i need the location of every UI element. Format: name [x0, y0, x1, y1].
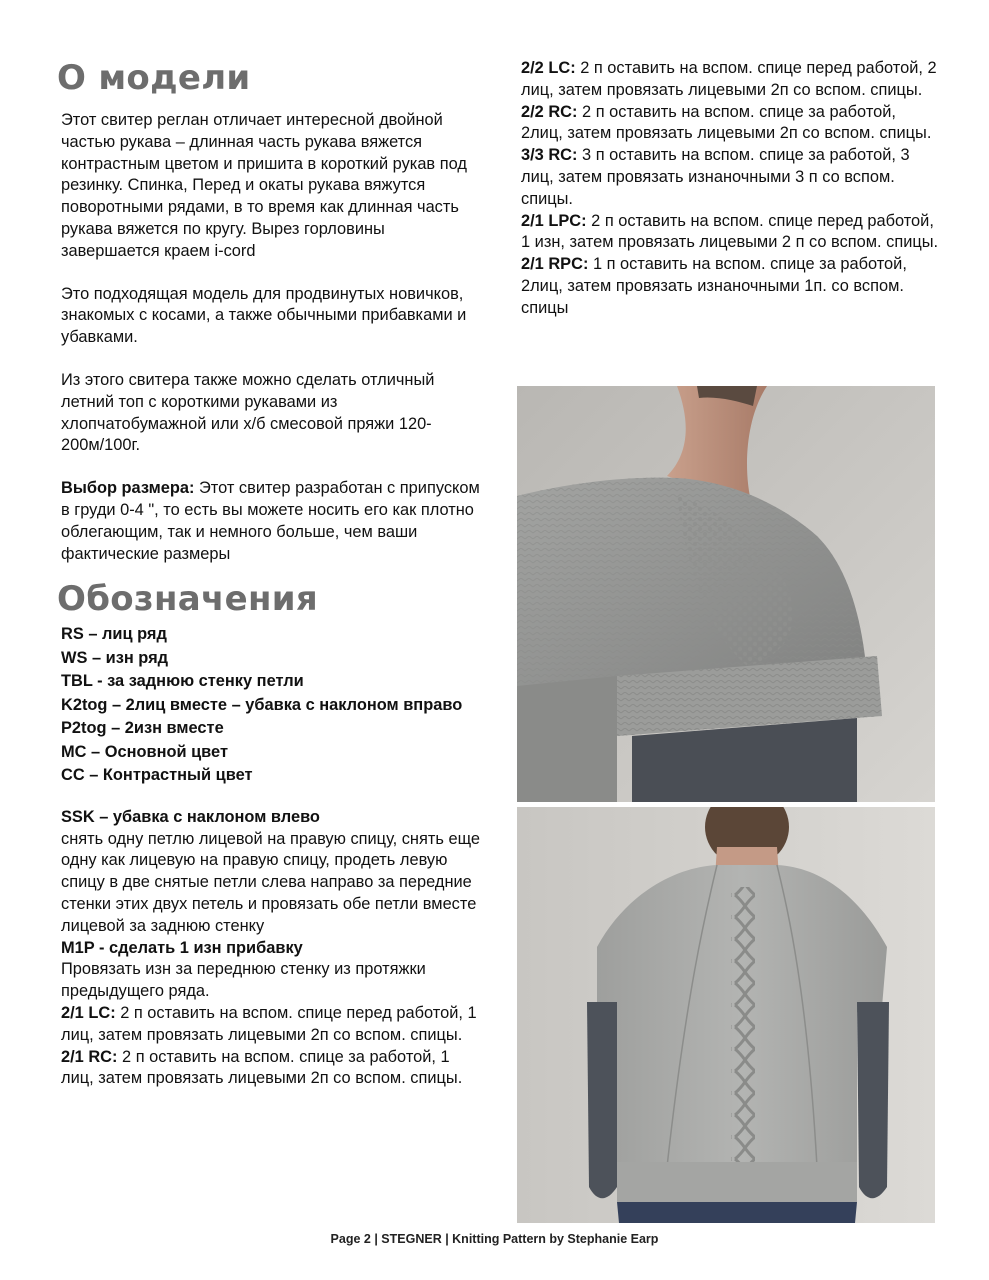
cable-21lpc-text: 2 п оставить на вспом. спице перед работой, 1 изн, затем провязать лицевыми 2 п со вспом. спицы. [521, 211, 939, 252]
m1p-label [61, 938, 481, 960]
rc21-text: 2 п оставить на вспом. спице за работой, 1 лиц, затем провязать лицевыми 2п со вспом. спицы. [61, 1047, 463, 1088]
notation-cc: CC – Контрастный цвет [61, 766, 253, 785]
size-text: Этот свитер разработан с припуском в груди 0-4 ", то есть вы можете носить его как плотно облегающим, так и немного больше, чем ваши фактические размеры [61, 479, 480, 563]
about-paragraph-1: Этот свитер реглан отличает интересной двойной частью рукава – длинная часть рукава вяжется контрастным цветом и пришита в короткий рукав под резинку. Спинка, Перед и окаты рукава вяжутся поворотными рядами, в то время как длинная часть рукава вяжется по кругу. Вырез горловины завершается краем i-cord [61, 111, 467, 260]
about-title: О модели [57, 58, 251, 98]
cable-21rpc-text: 1 п оставить на вспом. спице за работой, 2лиц, затем провязать изнаночными 1п. со вспом. спицы [521, 255, 907, 317]
notation-p2tog: P2tog – 2изн вместе [61, 719, 224, 738]
notation-tbl: TBL - за заднюю стенку петли [61, 672, 304, 691]
cable-33rc [521, 145, 941, 210]
sweater-back-photo [517, 807, 935, 1223]
left-column [57, 56, 481, 1090]
cable-22lc-text: 2 п оставить на вспом. спице перед работой, 2 лиц, затем провязать лицевыми 2п со вспом. спицы. [521, 59, 937, 99]
right-column [521, 58, 941, 320]
ssk-label-text: SSK – убавка с наклоном влево [61, 807, 320, 826]
cable-21rpc [521, 254, 941, 319]
rc21-paragraph [61, 1047, 481, 1091]
lc21-text: 2 п оставить на вспом. спице перед работой, 1 лиц, затем провязать лицевыми 2п со вспом. спицы. [61, 1004, 477, 1044]
cable-21rpc-label: 2/1 RPC: [521, 255, 589, 274]
m1p-label-text: M1P - сделать 1 изн прибавку [61, 938, 303, 957]
cable-21lpc [521, 211, 941, 255]
cable-22lc-label: 2/2 LC: [521, 59, 576, 77]
size-paragraph [61, 478, 481, 565]
cable-21lpc-label: 2/1 LPC: [521, 211, 587, 230]
notations-title: Обозначения [57, 579, 319, 620]
size-label: Выбор размера: [61, 479, 195, 498]
notation-rs: RS – лиц ряд [61, 625, 167, 644]
sweater-shoulder-photo [517, 386, 935, 802]
m1p-text: Провязать изн за переднюю стенку из протяжки предыдущего ряда. [61, 960, 426, 1001]
about-paragraph-3: Из этого свитера также можно сделать отличный летний топ с короткими рукавами из хлопчатобумажной или х/б смесовой пряжи 120-200м/100г. [61, 370, 435, 455]
about-paragraph-2: Это подходящая модель для продвинутых новичков, знакомых с косами, а также обычными прибавками и убавками. [61, 284, 467, 347]
ssk-label [61, 807, 481, 829]
cable-22lc [521, 58, 941, 102]
notation-k2tog: K2tog – 2лиц вместе – убавка с наклоном вправо [61, 695, 463, 714]
lc21-paragraph [61, 1003, 481, 1047]
lc21-label: 2/1 LC: [61, 1004, 116, 1023]
cable-22rc [521, 102, 941, 146]
cable-33rc-text: 3 п оставить на вспом. спице за работой, 3 лиц, затем провязать изнаночными 3 п со вспом. спицы. [521, 146, 910, 208]
rc21-label: 2/1 RC: [61, 1047, 118, 1066]
cable-22rc-text: 2 п оставить на вспом. спице за работой, 2лиц, затем провязать лицевыми 2п со вспом. спицы. [521, 102, 932, 143]
notation-ws: WS – изн ряд [61, 648, 169, 667]
cable-22rc-label: 2/2 RC: [521, 102, 578, 121]
page-footer: Page 2 | STEGNER | Knitting Pattern by Stephanie Earp [330, 1232, 659, 1246]
notation-mc: MC – Основной цвет [61, 742, 228, 761]
ssk-text: снять одну петлю лицевой на правую спицу, снять еще одну как лицевую на правую спицу, продеть левую спицу в две снятые петли слева направо за передние стенки этих двух петель и провязать обе петли вместе лицевой за заднюю стенку [61, 829, 480, 935]
cable-33rc-label: 3/3 RC: [521, 146, 578, 165]
